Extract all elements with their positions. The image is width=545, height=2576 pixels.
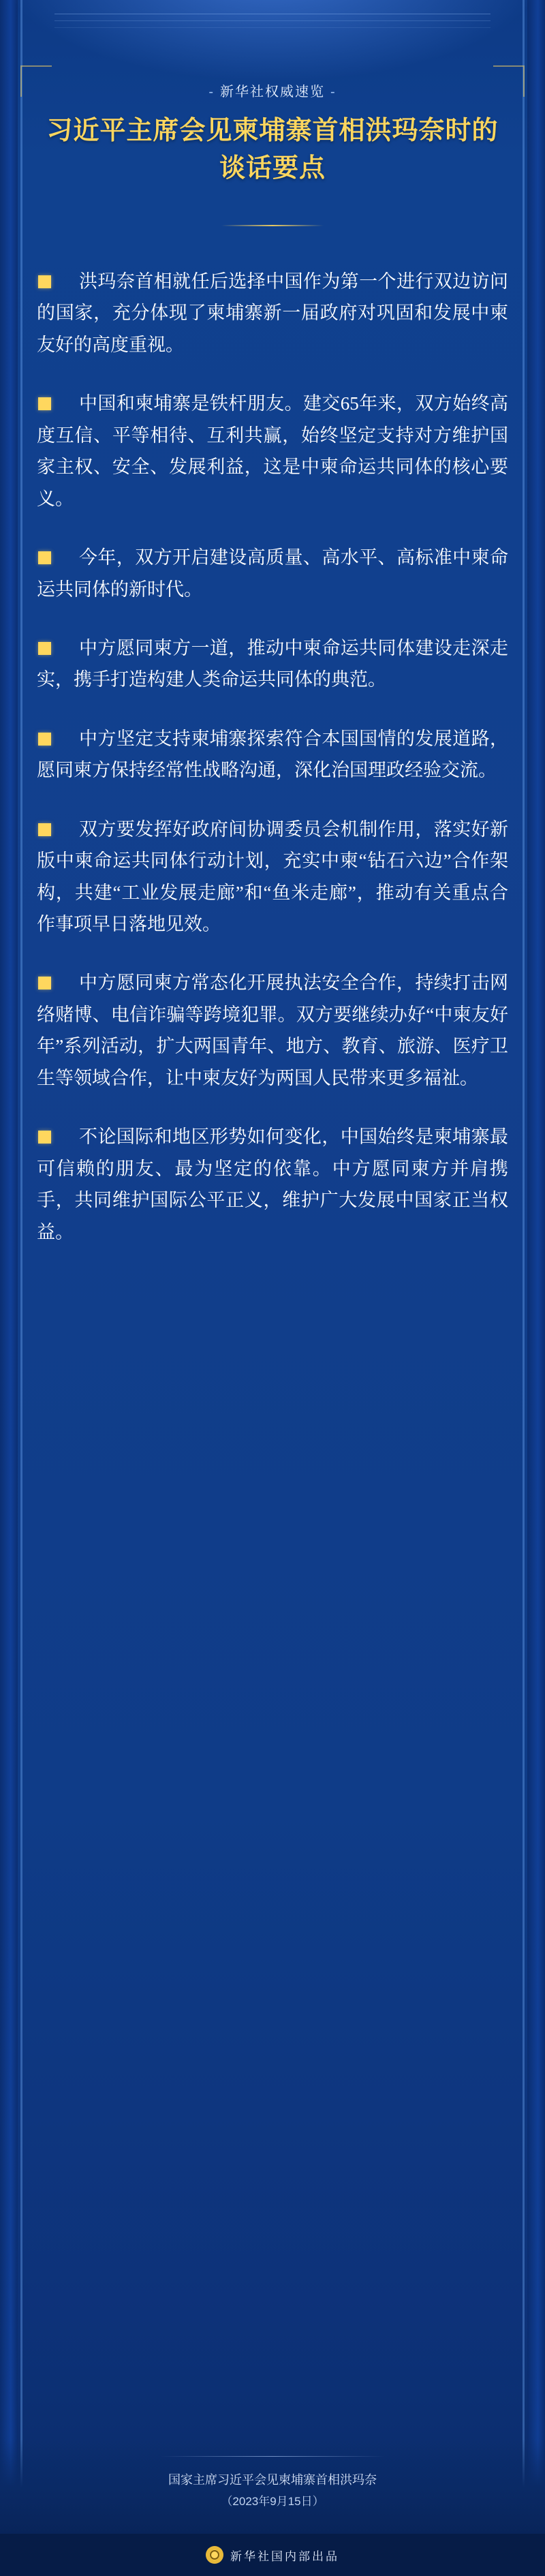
list-item-text: 中方坚定支持柬埔寨探索符合本国国情的发展道路，愿同柬方保持经常性战略沟通，深化治国理政经验交流。: [37, 728, 508, 781]
footer-divider: [160, 2456, 385, 2457]
kicker-label: 新华社权威速览: [220, 85, 325, 99]
footer-caption-text: 国家主席习近平会见柬埔寨首相洪玛奈: [168, 2473, 377, 2487]
gold-square-bullet-icon: [38, 551, 51, 564]
gold-square-bullet-icon: [38, 733, 51, 746]
list-item: [37, 967, 508, 1094]
footer: [0, 2440, 545, 2576]
list-item-text: 中国和柬埔寨是铁杆朋友。建交65年来，双方始终高度互信、平等相待、互利共赢，始终坚定支持对方维护国家主权、安全、发展利益，这是中柬命运共同体的核心要义。: [37, 393, 508, 509]
list-item-text: 双方要发挥好政府间协调委员会机制作用，落实好新版中柬命运共同体行动计划，充实中柬“钻石六边”合作架构，共建“工业发展走廊”和“鱼米走廊”，推动有关重点合作事项早日落地见效。: [37, 818, 508, 934]
gold-square-bullet-icon: [38, 823, 51, 836]
list-item: [37, 542, 508, 605]
list-item: [37, 388, 508, 515]
page-title-line-2: 谈话要点: [219, 154, 326, 183]
footer-caption-date: （2023年9月15日）: [221, 2494, 324, 2508]
list-item-text: 洪玛奈首相就任后选择中国作为第一个进行双边访问的国家，充分体现了柬埔寨新一届政府对巩固和发展中柬友好的高度重视。: [37, 271, 508, 355]
brand-label: 新华社国内部出品: [230, 2549, 339, 2563]
right-decorative-band: [527, 0, 545, 2576]
gold-square-bullet-icon: [38, 1131, 51, 1144]
kicker-dash-left: -: [208, 85, 215, 99]
list-item: [37, 1121, 508, 1248]
points-list: [37, 266, 508, 1275]
gold-square-bullet-icon: [38, 642, 51, 655]
list-item-text: 今年，双方开启建设高质量、高水平、高标准中柬命运共同体的新时代。: [37, 547, 508, 600]
title-divider: [221, 225, 324, 226]
kicker-row: [203, 80, 341, 100]
gold-square-bullet-icon: [38, 275, 51, 288]
list-item: [37, 723, 508, 786]
xinhua-emblem-icon: [206, 2546, 223, 2564]
list-item-text: 中方愿同柬方一道，推动中柬命运共同体建设走深走实，携手打造构建人类命运共同体的典范。: [37, 637, 508, 690]
top-decorative-lines: [54, 10, 490, 37]
right-accent-stripe: [523, 0, 525, 2576]
top-glow-ornament: [0, 0, 545, 82]
gold-square-bullet-icon: [38, 977, 51, 990]
footer-caption: [0, 2470, 545, 2511]
kicker-dash-right: -: [330, 85, 337, 99]
list-item: [37, 814, 508, 940]
page-title-line-1: 习近平主席会见柬埔寨首相洪玛奈时的: [46, 117, 499, 145]
list-item-text: 中方愿同柬方常态化开展执法安全合作，持续打击网络赌博、电信诈骗等跨境犯罪。双方要继续办好“中柬友好年”系列活动，扩大两国青年、地方、教育、旅游、医疗卫生等领域合作，让中柬友好为两国人民带来更多福祉。: [37, 972, 508, 1088]
left-decorative-band: [0, 0, 18, 2576]
brand-bar: [0, 2534, 545, 2576]
list-item: [37, 266, 508, 361]
list-item: [37, 632, 508, 696]
page-title: [27, 112, 518, 187]
left-accent-stripe: [20, 0, 22, 2576]
list-item-text: 不论国际和地区形势如何变化，中国始终是柬埔寨最可信赖的朋友、最为坚定的依靠。中方愿同柬方并肩携手，共同维护国际公平正义，维护广大发展中国家正当权益。: [37, 1126, 508, 1242]
gold-square-bullet-icon: [38, 397, 51, 410]
kicker-banner: [0, 80, 545, 100]
